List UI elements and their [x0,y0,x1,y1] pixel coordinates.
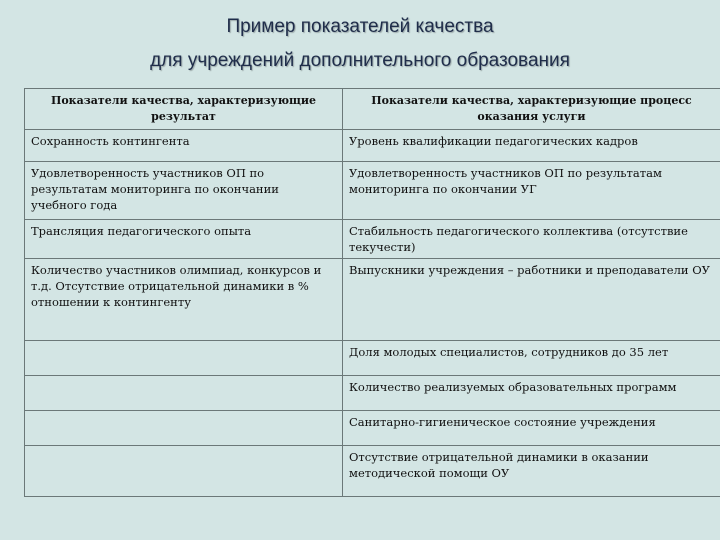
process-indicator-cell: Уровень квалификации педагогических кадров [343,130,720,162]
process-indicator-cell: Санитарно-гигиеническое состояние учреждения [343,411,720,446]
result-indicator-cell [25,376,343,411]
table-row [25,341,720,376]
table-row [25,220,720,259]
table-header-row [25,89,720,130]
quality-indicators-table [24,88,720,497]
header-result-indicators: Показатели качества, характеризующие результат [25,89,343,130]
table-row [25,446,720,497]
process-indicator-cell: Количество реализуемых образовательных программ [343,376,720,411]
table-row [25,259,720,341]
slide-title-line-1: Пример показателей качества [226,16,494,37]
process-indicator-cell: Стабильность педагогического коллектива (отсутствие текучести) [343,220,720,259]
result-indicator-cell [25,341,343,376]
process-indicator-cell: Доля молодых специалистов, сотрудников до 35 лет [343,341,720,376]
result-indicator-cell: Количество участников олимпиад, конкурсов и т.д. Отсутствие отрицательной динамики в % отношении к контингенту [25,259,343,341]
header-process-indicators: Показатели качества, характеризующие процесс оказания услуги [343,89,720,130]
process-indicator-cell: Выпускники учреждения – работники и преподаватели ОУ [343,259,720,341]
result-indicator-cell: Трансляция педагогического опыта [25,220,343,259]
table-row [25,130,720,162]
table-row [25,411,720,446]
process-indicator-cell: Удовлетворенность участников ОП по результатам мониторинга по окончании УГ [343,162,720,220]
result-indicator-cell: Сохранность контингента [25,130,343,162]
process-indicator-cell: Отсутствие отрицательной динамики в оказании методической помощи ОУ [343,446,720,497]
result-indicator-cell [25,446,343,497]
result-indicator-cell: Удовлетворенность участников ОП по результатам мониторинга по окончании учебного года [25,162,343,220]
slide-title-line-2: для учреждений дополнительного образования [150,50,570,71]
table-row [25,162,720,220]
table-row [25,376,720,411]
result-indicator-cell [25,411,343,446]
